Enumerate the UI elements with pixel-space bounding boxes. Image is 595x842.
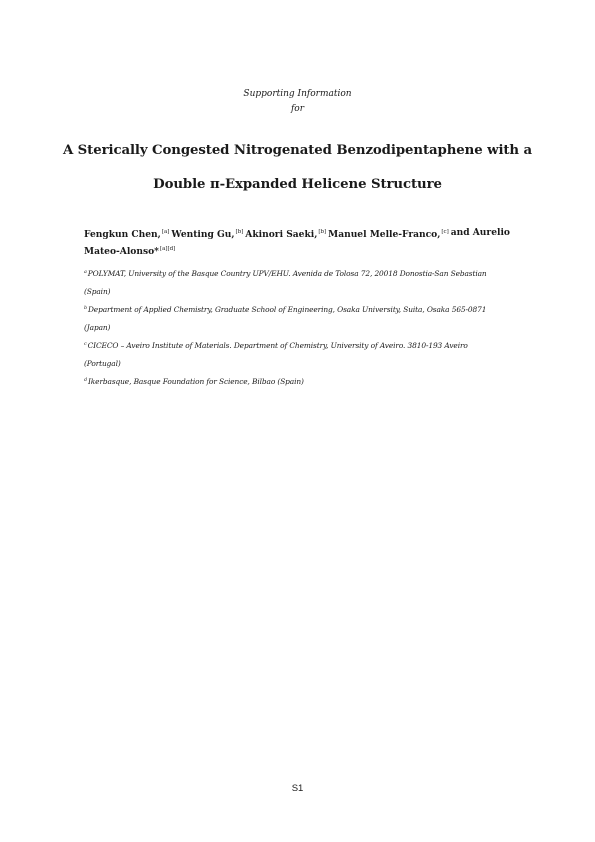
author-name: and Aurelio <box>450 227 510 238</box>
author <box>451 225 510 242</box>
author-name: Akinori Saeki, <box>245 229 318 240</box>
author-affiliation-marker: [b] <box>235 229 244 235</box>
author <box>84 225 169 242</box>
affiliation-d <box>84 372 524 391</box>
affiliation-text: Ikerbasque, Basque Foundation for Science, Bilbao (Spain) <box>87 377 304 386</box>
affiliation-text: Department of Applied Chemistry, Graduate School of Engineering, Osaka University, Suita, Osaka 565-0871 <box>87 305 487 314</box>
paper-title-line-2: Double π-Expanded Helicene Structure <box>153 177 442 192</box>
affiliation-line <box>84 372 524 391</box>
affiliation-text: CICECO – Aveiro Institute of Materials. Department of Chemistry, University of Aveiro. 3810-193 Aveiro <box>87 341 468 350</box>
author <box>171 225 243 242</box>
paper-title-line-1: A Sterically Congested Nitrogenated Benzodipentaphene with a <box>62 143 533 158</box>
affiliation-b <box>84 300 524 336</box>
affiliation-marker: b <box>84 306 87 311</box>
author-row-1 <box>84 225 510 242</box>
affiliation-a <box>84 264 524 300</box>
author-list <box>84 225 510 259</box>
author <box>84 246 175 257</box>
affiliation-line <box>84 300 524 319</box>
for-label: for <box>290 104 305 114</box>
affiliation-text: POLYMAT, University of the Basque Country UPV/EHU. Avenida de Tolosa 72, 20018 Donostia-San Sebastian <box>87 269 487 278</box>
author <box>245 225 326 242</box>
page-number: S1 <box>291 783 304 794</box>
affiliation-marker: a <box>84 270 87 275</box>
author-row-2 <box>84 242 510 259</box>
author-affiliation-marker: [b] <box>318 229 327 235</box>
affiliation-marker: d <box>84 378 87 383</box>
author-name: Wenting Gu, <box>171 229 235 240</box>
affiliation-line <box>84 264 524 283</box>
author-affiliation-marker: [c] <box>441 229 449 235</box>
affiliation-line: (Spain) <box>84 286 111 296</box>
affiliation-c <box>84 336 524 372</box>
author-affiliation-marker: [a] <box>161 229 170 235</box>
author-name: Fengkun Chen, <box>84 229 161 240</box>
affiliation-marker: c <box>84 342 87 347</box>
author <box>328 225 449 242</box>
supporting-information-label: Supporting Information <box>243 89 352 99</box>
author-name: Mateo-Alonso* <box>84 246 159 257</box>
affiliation-line: (Japan) <box>84 322 111 332</box>
affiliation-line <box>84 336 524 355</box>
author-name: Manuel Melle-Franco, <box>328 229 441 240</box>
author-affiliation-marker: [a][d] <box>159 246 176 252</box>
affiliation-line: (Portugal) <box>84 358 121 368</box>
